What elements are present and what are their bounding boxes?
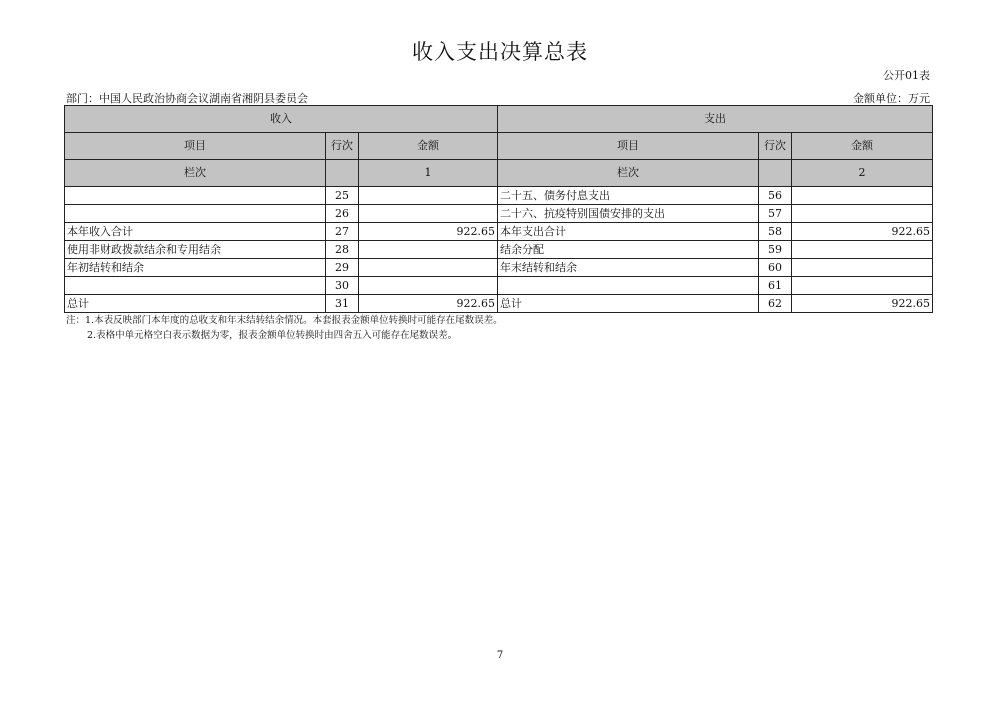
expense-col-index: 2 (792, 160, 933, 187)
table-row (65, 277, 933, 295)
form-code: 公开01表 (883, 69, 930, 82)
expense-item-cell: 总计 (498, 295, 759, 313)
income-amount-cell: 922.65 (359, 223, 498, 241)
expense-row-no-cell: 60 (759, 259, 792, 277)
expense-row-no-cell: 62 (759, 295, 792, 313)
table-row (65, 259, 933, 277)
income-row-no-header: 行次 (326, 133, 359, 160)
income-amount-header: 金额 (359, 133, 498, 160)
income-col-index: 1 (359, 160, 498, 187)
income-row-no-cell: 28 (326, 241, 359, 259)
expense-row-no-cell: 57 (759, 205, 792, 223)
income-row-no-cell: 29 (326, 259, 359, 277)
expense-item-cell: 结余分配 (498, 241, 759, 259)
expense-amount-cell (792, 205, 933, 223)
income-amount-cell (359, 259, 498, 277)
expense-amount-cell: 922.65 (792, 223, 933, 241)
expense-row-no-cell: 58 (759, 223, 792, 241)
income-row-no-cell: 31 (326, 295, 359, 313)
note-2: 2.表格中单元格空白表示数据为零，报表金额单位转换时由四舍五入可能存在尾数误差。 (87, 330, 458, 341)
section-header-row (65, 106, 933, 133)
expense-amount-cell (792, 241, 933, 259)
expense-row-no-cell: 59 (759, 241, 792, 259)
expense-amount-header: 金额 (792, 133, 933, 160)
expense-index-label: 栏次 (498, 160, 759, 187)
expense-row-no-cell: 56 (759, 187, 792, 205)
expense-item-cell: 本年支出合计 (498, 223, 759, 241)
expense-item-cell (498, 277, 759, 295)
table-row (65, 241, 933, 259)
expense-item-header: 项目 (498, 133, 759, 160)
note-1: 注：1.本表反映部门本年度的总收支和年末结转结余情况。本套报表金额单位转换时可能存在尾数误差。 (66, 315, 503, 326)
page-title: 收入支出决算总表 (412, 40, 588, 64)
income-row-no-cell: 30 (326, 277, 359, 295)
amount-unit: 金额单位：万元 (853, 92, 930, 105)
table-row (65, 223, 933, 241)
table-row (65, 205, 933, 223)
table-row (65, 187, 933, 205)
income-row-no-cell: 25 (326, 187, 359, 205)
income-amount-cell (359, 277, 498, 295)
column-index-row (65, 160, 933, 187)
income-amount-cell (359, 187, 498, 205)
department-label: 部门：中国人民政治协商会议湖南省湘阴县委员会 (66, 92, 308, 105)
income-amount-cell (359, 241, 498, 259)
page-number: 7 (496, 650, 504, 661)
income-row-no-cell: 26 (326, 205, 359, 223)
income-item-cell: 总计 (65, 295, 326, 313)
column-header-row (65, 133, 933, 160)
expense-item-cell: 年末结转和结余 (498, 259, 759, 277)
income-item-cell (65, 205, 326, 223)
income-item-cell: 使用非财政拨款结余和专用结余 (65, 241, 326, 259)
income-item-header: 项目 (65, 133, 326, 160)
expense-amount-cell (792, 259, 933, 277)
table-row (65, 295, 933, 313)
income-amount-cell (359, 205, 498, 223)
expense-row-no-header: 行次 (759, 133, 792, 160)
income-row-no-cell: 27 (326, 223, 359, 241)
expense-header: 支出 (498, 106, 933, 133)
income-item-cell: 本年收入合计 (65, 223, 326, 241)
expense-item-cell: 二十六、抗疫特别国债安排的支出 (498, 205, 759, 223)
notes (66, 313, 503, 343)
income-index-label: 栏次 (65, 160, 326, 187)
expense-amount-cell (792, 187, 933, 205)
expense-amount-cell: 922.65 (792, 295, 933, 313)
expense-row-no-cell: 61 (759, 277, 792, 295)
income-amount-cell: 922.65 (359, 295, 498, 313)
income-item-cell: 年初结转和结余 (65, 259, 326, 277)
expense-amount-cell (792, 277, 933, 295)
expense-index-blank (759, 160, 792, 187)
expense-item-cell: 二十五、债务付息支出 (498, 187, 759, 205)
income-header: 收入 (65, 106, 498, 133)
summary-table (64, 105, 933, 313)
income-item-cell (65, 277, 326, 295)
income-item-cell (65, 187, 326, 205)
income-index-blank (326, 160, 359, 187)
